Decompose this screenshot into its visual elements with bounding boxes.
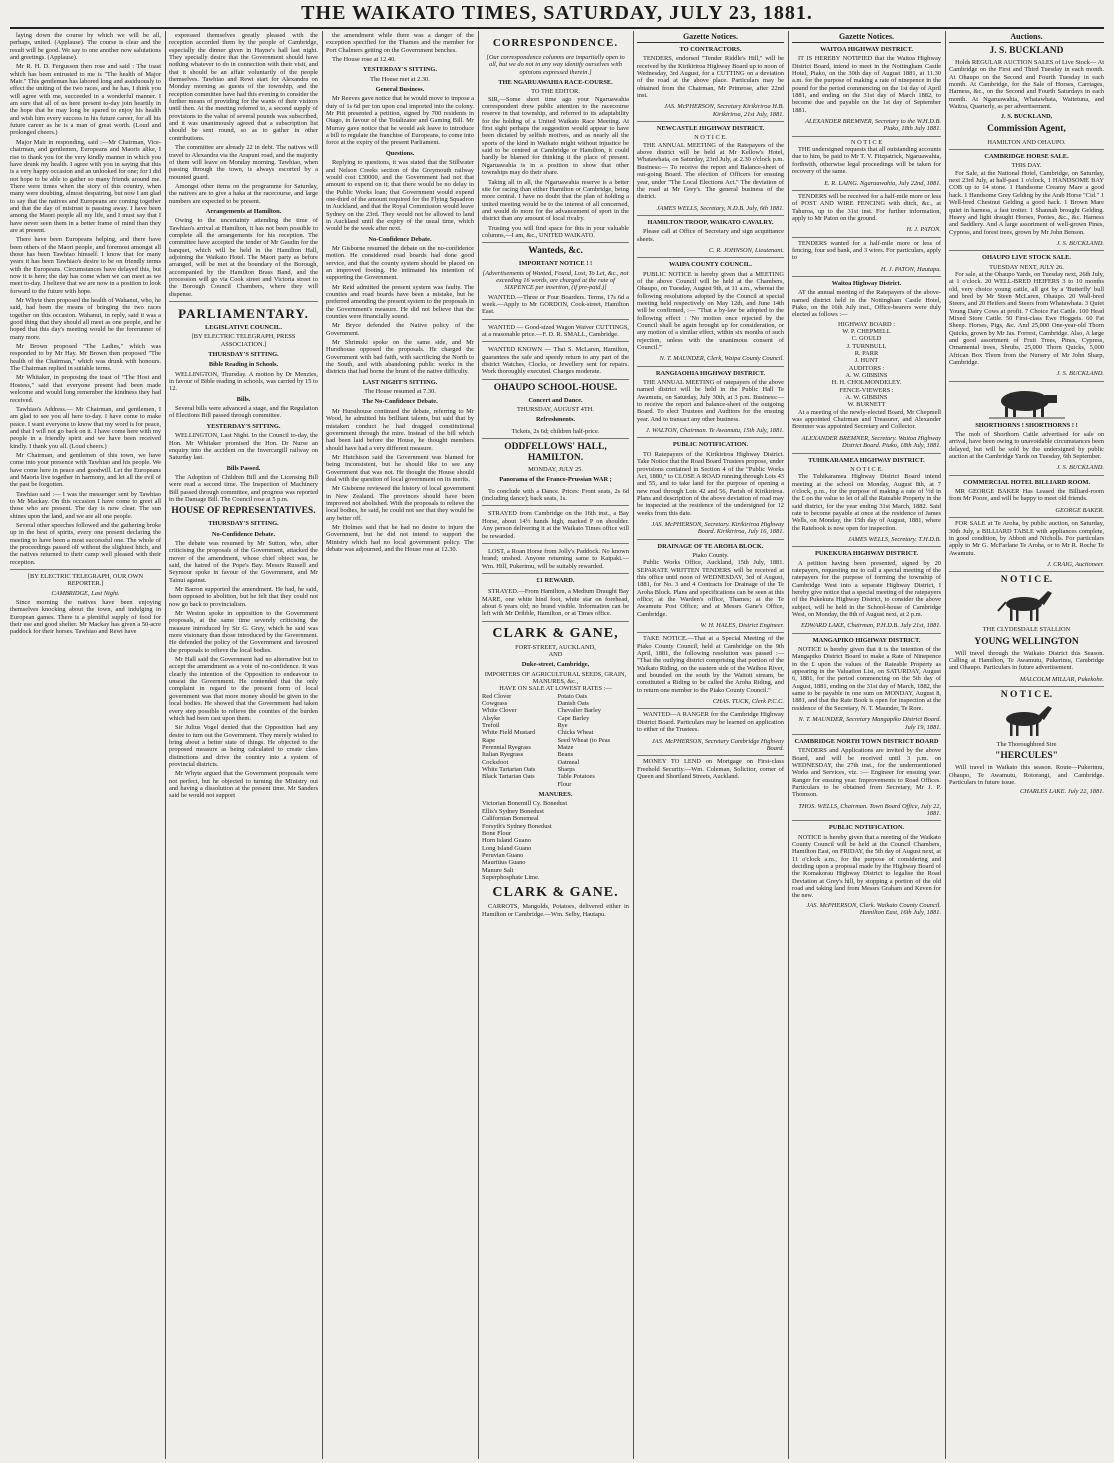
advert-heading: "HERCULES" xyxy=(995,751,1058,762)
article-paragraph: The committee are already 22 in debt. The natives will travel to Alexandra via the Arapuni road, and the majority of them will leave on Monday morning. Tawhiao, when passing through the town, is always escorted by a mounted guard. xyxy=(169,144,318,181)
article-paragraph: Replying to questions, it was stated that the Stillwater and Nelson Creeks section of the Greymouth railway would cost £30000, and the Government had not that amount to expend on it; that there would be no delay in the Public Works loan; that Government would expend one-third of the amount required for the Flying Squadron in Auckland, and that the Royal Commission would leave Sydney on the 23rd. They would not be allowed to land in Auckland until the expiry of the usual time, which would be the week after next. xyxy=(326,159,474,233)
advert-date: THURSDAY, AUGUST 4TH. xyxy=(517,406,594,414)
advert-subheading: Panorama of the Franco-Prussian WAR ; xyxy=(499,476,612,484)
clark-gane-heading: CLARK & GANE, xyxy=(492,625,619,641)
section-heading: Bills Passed. xyxy=(226,464,261,472)
column-1 xyxy=(10,32,161,1457)
notice-signature: W. H. HALES, District Engineer. xyxy=(637,620,784,633)
seed-list-right xyxy=(558,693,630,788)
notice-subheading: FENCE-VIEWERS : xyxy=(839,386,894,394)
article-paragraph: Several bills were advanced a stage, and the Regulation of Elections Bill passed through committee. xyxy=(169,405,318,420)
list-item: Long Island Guano xyxy=(482,844,532,852)
notice-heading: TO CONTRACTORS. xyxy=(679,46,742,53)
advert-text: Tickets, 2s 6d; children half-price. xyxy=(482,426,629,439)
list-item: Seed Wheat (to Peas xyxy=(557,736,611,744)
notice-heading: MANGAPIKO HIGHWAY DISTRICT. xyxy=(812,636,921,644)
notice-heading: Waitoa Highway District. xyxy=(831,279,902,287)
list-item: Victorian Bonemill Cy. Bonedust xyxy=(482,800,568,808)
notice-heading: DRAINAGE OF TE AROHA BLOCK. xyxy=(657,542,764,550)
advert-heading: OHAUPO LIVE STOCK SALE. xyxy=(981,254,1072,262)
advert-heading: COMMERCIAL HOTEL BILLIARD ROOM. xyxy=(962,478,1091,486)
seed-list-left xyxy=(482,693,554,788)
advert-text: The mob of Shorthorn Cattle advertised for sale on arrival, have been owing to unavoidable circumstances been delayed, but will be sold by the undersigned by public auction at the Cambridge Yards on Tuesday, 6th September. xyxy=(949,431,1104,461)
notice-signature: H. J. PATON. xyxy=(792,224,941,237)
advert-subheading: Concert and Dance. xyxy=(528,396,583,404)
notice-text: Public Works Office, Auckland, 15th July, 1881. SEPARATE WRITTEN TENDERS will be received at this office until noon of WEDNESDAY, 3rd of August, 1881, for No. 3 and 4 Contracts for Drainage of the Te Aroha Block. Plans and specifications can be seen at this office; at the Warden's office, Thames; at the Te Awamutu Post Office; and at Messrs Gane's Office, Cambridge. xyxy=(637,559,784,618)
article-paragraph: Mr Brown proposed "The Ladies," which was responded to by Mr Hay. Mr Brown then proposed "The health of the Chairman," which was drunk with honours. The Chairman replied in suitable terms. xyxy=(10,343,161,373)
notice-text: THE undersigned requests that all outstanding accounts due to him, be paid to Mr T. V. Fitzpatrick, Ngaruawahia, forthwith, otherwise legal proceedings will be taken for recovery of the same. xyxy=(792,146,941,176)
notice-signature: J. WALTON, Chairman. Te Awamutu, 15th July, 1881. xyxy=(637,425,784,438)
article-paragraph: Mr Gisborne reviewed the history of local government in New Zealand. The provinces should have been improved not abolished. With the proposals to relieve the local bodies, he said, he could not see that they would be any better off. xyxy=(326,485,474,522)
list-item: Californian Bonemeal xyxy=(482,815,539,823)
advert-signature: J. S. BUCKLAND. xyxy=(949,238,1104,251)
classified-ad: WANTED KNOWN — That S. McLaren, Hamilton, guarantees the safe and speedy return to any part of the district Watches, Clocks, or Jewellery sent for repairs. Work thoroughly executed. Charges moderate. xyxy=(482,344,629,379)
column-divider xyxy=(478,31,479,1459)
list-item: Mauritius Guano xyxy=(482,859,526,867)
advert-text: IMPORTERS OF AGRICULTURAL SEEDS, GRAIN, MANURES, &c., xyxy=(484,670,627,685)
article-paragraph: Mr R. H. D. Fergusson then rose and said : The toast which has been entrusted to me is "The health of Major Mair." This gentleman has labored long and assiduously to effect the uniting of the two races, and he has, I think you will agree with me, succeeded in a wonderful manner. I am sure that all of us here present to-day join heartily in the hope that he may long be spared to enjoy his health and wish him every success in his future career, for all his future career as he is a man of great worth. (Loud and prolonged cheers.) xyxy=(10,63,161,137)
advert-text: HAMILTON AND OHAUPO. xyxy=(949,137,1104,150)
advert-text: MR GEORGE BAKER Has Leased the Billiard-room from Mr Poore, and will be happy to meet old friends. xyxy=(949,488,1104,503)
bull-illustration-icon xyxy=(987,385,1067,419)
article-paragraph: Mr Hutchison said the Government was blamed for being inconsistent, but he should like to see any Government that was not. He thought the House should deal with the question of local government on its merits. xyxy=(326,453,474,483)
section-heading: Questions. xyxy=(385,149,415,157)
list-item: A. W. GIBBINS xyxy=(845,372,888,380)
list-item: White Field Mustard xyxy=(482,729,536,737)
notice-text: THE ANNUAL MEETING of the Ratepayers of the above district will be held at Mr Kellow's Hotel, Whatawhata, on Saturday, 23rd July, at 2.30 o'clock p.m. Business:— To receive the report and Balance-sheet of out-going Board. The election of Officers for ensuing year, under "The Local Elections Act." The deviation of the road at Mr Grey's. The general business of the district. xyxy=(637,141,784,201)
list-item: A. W. GIBBINS xyxy=(845,394,888,402)
advert-text: For sale, at the Ohaupo Yards, on Tuesday next, 26th July, at 1 o'clock. 20 WELL-BRED HEIFERS 3 to 10 months old, very choice young cattle, all got by a 'Butterfly' bull and bred by Mr Steen McLaren, Ohaupo. 20 Wall-bred Steers, and 20 Heifers and Steers from Whatawhata. 3 Quiet Young Dairy Cows at profit. 7 Choice Fat Cattle. 100 Head Mixed Store Cattle. 50 First-class Ewe Hoggets. 60 Fat Sheep. Horses, Pigs, &c. And 25,000 One-year-old Thorn Quicks, grown by Mr Jas. Forrest, Cambridge. Also, A large and good assortment of Fruit Trees, Pines, Cypress, Ornamental trees, Shrubs, 25,000 Thorn Quicks, 5,000 African Box Thorn from the Nursery of Mr John Sharp, Cambridge. xyxy=(949,270,1104,367)
article-paragraph: Mr Barron supported the amendment. He had, he said, been opposed to abolition, but he felt that they could not now go back to provincialism. xyxy=(169,586,318,608)
classified-ad: STRAYED from Cambridge on the 16th inst., a Bay Horse, about 14½ hands high, marked P on shoulder. Any person delivering it at the Waikato Times office will be rewarded. xyxy=(482,508,629,543)
advert-heading: SHORTHORNS ! SHORTHORNS ! ! xyxy=(975,421,1078,429)
article-paragraph: Mr Bryce defended the Native policy of the Government. xyxy=(326,322,474,337)
advert-signature: J. S. BUCKLAND. xyxy=(949,368,1104,381)
list-item: Italian Ryegrass xyxy=(482,751,524,759)
section-heading: The No-Confidence Debate. xyxy=(362,398,438,406)
notice-text: A petition having been presented, signed by 20 ratepayers, requesting me to call a special meeting of the ratepayers for the purpose of forming the township of Cambridge West into a separate Highway District, I hereby give notice that a special meeting of the ratepayers of the Pukekura Highway District, to consider the above subject, will be held in the School-house of Cambridge West, on Monday, the 8th of August next, at 2 p.m. xyxy=(792,559,941,619)
list-item: Sharps xyxy=(557,766,575,774)
list-item: Black Tartarian Oats xyxy=(482,773,535,781)
advert-text: FORT-STREET, AUCKLAND, xyxy=(515,643,596,651)
section-heading: No-Confidence Debate. xyxy=(211,530,276,538)
notice-signature: N. T. MAUNDER, Secretary Mangapiko District Board. July 19, 1881. xyxy=(792,714,941,735)
list-item: White Tartarian Oats xyxy=(482,766,536,774)
masthead-rule xyxy=(10,27,1104,29)
notice-text: TENDERS wanted for a half-mile more or less of fencing, four sod bank, and 3 wires. For particulars, apply to xyxy=(792,239,941,262)
notice-heading: RANGIAOHIA HIGHWAY DISTRICT. xyxy=(655,369,766,377)
advert-text: FOR SALE at Te Aroha, by public auction, on Saturday, 30th July, a BILLIARD TABLE with appliances complete, in good condition, by Abbott and Nicholls. For particulars apply to Mr G. McFarlane Te Aroha, or to Mr R. Roche Te Awamutu. xyxy=(949,520,1104,557)
list-item: Rye xyxy=(557,722,568,730)
advert-heading: CAMBRIDGE HORSE SALE. xyxy=(984,153,1069,161)
notice-text: MONEY TO LEND on Mortgage on First-class Freehold Security.—Wm. Coleman, Solicitor, corner of Queen and Shortland Streets, Auckland. xyxy=(637,758,784,780)
article-paragraph: Tawhiao said :— I was the messenger sent by Tawhiao to Mr Mackay. On this occasion I have come to greet all those who are present. The day is now clear. The sun shines upon the land, and we are all one people. xyxy=(10,490,161,520)
list-item: W. BURNETT xyxy=(847,401,886,409)
list-item: Forsyth's Sydney Bonedust xyxy=(482,822,552,830)
horse-illustration-icon xyxy=(992,589,1062,623)
notice-text: THE ANNUAL MEETING of ratepayers of the above named district will be held in the Public Hall Te Awamutu, on Saturday, July 30th, at 3 p.m. Business:—to receive the report and balance-sheet of the outgoing Board. To elect Trustees and Auditors for the ensuing year. And to transact any other business. xyxy=(637,379,784,423)
important-notice: IMPORTANT NOTICE ! ! xyxy=(518,260,593,268)
article-paragraph: Major Mair in responding, said :—Mr Chairman, Vice-chairman, and gentlemen, Europeans and Maoris alike, I rise to thank you for the very kindly manner in which you have drunk my health. I agree with you in saying that this is a very happy occasion and an unlooked for one; for I did not hope to be able to gather so many friends around me. There were times when the story of this country, when many were doubting, almost despairing, but now I am glad to say that the natives and Europeans are coming together and that the day of mistrust is passing away. I have been among the Maori people all my life, and I must say that I have never seen them in a better frame of mind than they are at present. xyxy=(10,138,161,234)
notice-signature: EDWARD LAKE, Chairman, P.H.D.B. July 21st, 1881. xyxy=(792,620,941,633)
column-header: Gazette Notices. xyxy=(637,32,784,43)
advert-text: Holds REGULAR AUCTION SALES of Live Stock— At Cambridge on the First and Third Tuesday in each month. At Ohaupo on the Second and Fourth Tuesday in each month. At Cambridge, for the Sale of Horses, Carriages, Harness, &c., on the Second and Fourth Saturdays in each month. At Ngaruawahia, Whatawhata, Waitetuna, and Waitoa, Quarterly, as per advertisement. xyxy=(949,59,1104,111)
column-5 xyxy=(637,32,784,1457)
notice-text: TENDERS, endorsed "Tender Riddle's Hill," will be received by the Kirikiriroa Highway Board up to noon of Wednesday, 3rd August, for a CUTTING on a deviation of the road at the above place. Particulars may be obtained from the Chairman, Mr Primrose, after 22nd inst. xyxy=(637,55,784,100)
notice-signature: JAMES WELLS, Secretary. T.H.D.B. xyxy=(792,534,941,547)
article-paragraph: expressed themselves greatly pleased with the reception accorded them by the people of Cambridge, especially the dinner given in Hayne's hall last night. They specially desire that the Government should have nothing whatever to do in connection with their visit, and that it should be an affair voluntarily of the people themselves. Tawhiao and Rewi start for Alexandra on Monday morning as guests of the township, and the reception committee have had this evening to consider the further means of providing for the wants of their visitors until then. At the meeting referred to, a second supply of provisions to the value of several pounds was subscribed, and it was unanimously agreed that a subscription list should be sent round, so as to gather in other contributions. xyxy=(169,32,318,142)
section-heading: THURSDAY'S SITTING. xyxy=(208,520,279,528)
section-heading: THE NGARUAWAHIA RACE-COURSE. xyxy=(498,79,613,87)
notice-signature: N. T. MAUNDER, Clerk, Waipa County Council. xyxy=(637,353,784,366)
advert-signature: GEORGE BAKER. xyxy=(949,505,1104,518)
letter-paragraph: Trusting you will find space for this in your valuable columns,—I am, &c., UNITED WAIKATO. xyxy=(482,224,629,239)
section-heading: Arrangements at Hamilton. xyxy=(205,207,282,215)
notice-text: NOTICE is hereby given that it is the intention of the Mangapiko District Board to make a Rate of Ninepence in the £ upon the values of the Rateable Property as appearing in the Valuation List, on SATURDAY, August 6, 1881, for the period commencing on the 5th day of August, 1881, ending on the 31st day of March, 1882, the same to be payable in one sum on MONDAY, August 8, 1881, and that the Rate Book is open for inspection at the residence of the Secretary, N. T. Maunder, Te Rore. xyxy=(792,646,941,712)
list-item: Chicks Wheat xyxy=(557,729,594,737)
notice-text: TENDERS will be received for a half-mile more or less of POST AND WIRE FENCING with ditch, &c., at Tahuroa, up to the 31st inst. For further information, apply to Mr Paton on the ground. xyxy=(792,192,941,222)
notice-heading: PUBLIC NOTIFICATION. xyxy=(672,441,749,449)
article-paragraph: Tawhiao's Address.— Mr Chairman, and gentlemen, I am glad to see you all here to-day. I have come to make peace. I want everyone to know that my word is for peace, and that I will not go back on it. I have come here with my people in a friendly spirit and we have been received kindly. I thank you all. (Loud cheers.) xyxy=(10,405,161,450)
column-divider xyxy=(633,31,634,1459)
list-item: W. P. CHEPMELL xyxy=(842,328,891,335)
horse-illustration-icon xyxy=(992,704,1062,738)
notice-heading: WAIPA COUNTY COUNCIL. xyxy=(669,261,752,269)
article-paragraph: Mr Shrimski spoke on the same side, and Mr Hursthouse opposed the proposals. He charged the Government with bad faith, with sacrificing the North to the South, and with abandoning public works in the districts that had borne the brunt of the native difficulty. xyxy=(326,339,474,376)
classified-ad: WANTED — Good-sized Wagon Waiver CUTTINGS, at a reasonable price.—F. D. R. SMALL, Cambridge. xyxy=(482,322,629,343)
article-paragraph: laying down the course by which we will be all, perhaps, united. (Applause). The course is clear and the result will be good. We say to one another now salutations and greetings. (Applause). xyxy=(10,32,161,62)
section-heading: No-Confidence Debate. xyxy=(368,235,432,243)
note: The House met at 2.30. xyxy=(370,75,430,83)
column-3 xyxy=(326,32,474,1457)
notice-signature: JAS. McPHERSON, Secretary Cambridge Highway Board. xyxy=(637,736,784,757)
list-item: Peruvian Guano xyxy=(482,851,524,859)
notice-signature: ALEXANDER BREMNER, Secretary. Waitoa Highway District Board. Piako, 18th July, 1881. xyxy=(792,433,941,454)
section-heading: Wanteds, &c. xyxy=(528,246,583,257)
classified-ad: LOST, a Roan Horse from Jolly's Paddock. No known brand; unshod. Anyone returning same to Kaipaki.—Wm. Hill, Pukerimu, will be suitably rewarded. xyxy=(482,546,629,574)
notice-text: IT IS HEREBY NOTIFIED that the Waitoa Highway District Board, intend to meet in the Nottingham Castle Hotel, Piako, on the 30th day of August 1881, at 11.30 a.m. for the purpose of making a rate of ninepence in the pound for the period commencing on the 1st day of April 1881, and ending on the 31st day of March 1882, to become due and payable on the 1st day of September 1881. xyxy=(792,55,941,114)
list-item: Beans xyxy=(557,751,574,759)
advert-rates-note: [Advertisements of Wanted, Found, Lost, To Let, &c., not exceeding 16 words, are charged at the rate of SIXPENCE per insertion, (if pre-paid.)] xyxy=(482,269,629,292)
notice-heading: N O T I C E. xyxy=(694,134,727,142)
notice-text: TENDERS and Applications are invited by the above Board, and will be received until 3 p.m. on WEDNESDAY, the 27th inst., for the undermentioned Works and Services, viz. :— Engineer for ensuing year. Ranger for ensuing year. Improvements to Road Offices. Particulars to be obtained from Secretary, Mr J. P. Thomson. xyxy=(792,747,941,799)
list-item: Perennial Ryegrass xyxy=(482,744,531,752)
article-paragraph: Mr Hall said the Government had no alternative but to accept the amendment as a vote of no-confidence. It was clearly the intention of the Opposition to endeavour to unseat the Government. He contended that the only complaint in regard to the present form of local government was that more money should be given to the local bodies. He showed that the Government had taken every step possible to relieve the counties of the burden which had been cast upon them. xyxy=(169,656,318,722)
separator xyxy=(482,242,629,243)
notice-heading: PUKEKURA HIGHWAY DISTRICT. xyxy=(815,550,918,558)
list-item: Cape Barley xyxy=(557,714,590,722)
advert-text: AND xyxy=(548,650,563,658)
article-paragraph: Owing to the uncertainty attending the time of Tawhiao's arrival at Hamilton, it has not been possible to complete all the arrangements for his reception. The committee have accepted the tender of Mr Gaudin for the banquet, which will be held in the Hamilton Hall, adjoining the Waikato Hotel. The Maori party as before arranged, will be met at the boundary of the Borough, accompanied by the Hamilton Brass Band, and the procession will go via Cook street and Victoria street to the Borough Council Chambers, where they will dispense. xyxy=(169,217,318,298)
list-item: Red Clover xyxy=(482,692,512,700)
article-paragraph: Amongst other items on the programme for Saturday, the natives are to give a haka at the racecourse, and large numbers are expected to be present. xyxy=(169,182,318,205)
masthead: THE WAIKATO TIMES, SATURDAY, JULY 23, 1881. xyxy=(301,2,813,24)
notice-signature: JAS. McPHERSON, Secretary Kirikiriroa H.B. Kirikiriroa, 21st July, 1881. xyxy=(637,101,784,122)
notice-heading: HAMILTON TROOP, WAIKATO CAVALRY. xyxy=(647,218,774,226)
advert-text: HAVE ON SALE AT LOWEST RATES :— xyxy=(499,685,612,693)
list-item: Manure Salt xyxy=(482,866,514,874)
notice-signature: E. R. LAING. Ngaruawahia, July 22nd, 1881. xyxy=(792,178,941,191)
list-item: Cowgrass xyxy=(482,700,508,707)
classified-ad: WANTED.—Three or Four Boarders. Terms, 17s 6d a week.—Apply to Mr GORDON, Cook-street, Hamilton East. xyxy=(482,292,629,320)
notice-text: WANTED—A RANGER for the Cambridge Highway District Board. Particulars may be learned on application to either of the Trustees. xyxy=(637,711,784,734)
notice-subheading: HIGHWAY BOARD : xyxy=(837,320,896,328)
article-paragraph: Sir Julius Vogel denied that the Opposition had any desire to turn out the Government. They merely wished to bring about a better state of things. He objected to the proposed measure as being calculated to create class distinctions and drive the country into a system of provincial districts. xyxy=(169,724,318,768)
article-paragraph: Mr Whitaker, in proposing the toast of "The Host and Hostess," said that everyone present had been made welcome and would long remember the kindness they had received. xyxy=(10,374,161,404)
list-item: H. H. CHOLMONDELEY. xyxy=(831,379,902,387)
article-paragraph: Mr Holmes said that he had no desire to injure the Government, but he did not intend to support the Ministry which had no local government policy. The debate was adjourned, and the House rose at 12.30. xyxy=(326,523,474,553)
article-paragraph: There have been Europeans helping, and there have been others of the Maori people, and foremost amongst all those has been Tawhiao himself. I know that for many years it has been Tawhiao's desire to be on friendly terms with the Europeans. Circumstances have delayed this, but now it is here; the day has come when we can meet as we meet to-day. I believe that we are now in a position to look forward to the future with hope. xyxy=(10,236,161,295)
editorial-note: [Our correspondence columns are impartially open to all, but we do not in any way identify ourselves with opinions expressed therein.] xyxy=(486,54,625,76)
advert-subheading: Commission Agent, xyxy=(987,123,1066,134)
notice-heading: NEWCASTLE HIGHWAY DISTRICT. xyxy=(656,125,765,133)
column-7 xyxy=(949,32,1104,1457)
parliamentary-heading: PARLIAMENTARY. xyxy=(178,306,309,322)
column-divider xyxy=(945,31,946,1459)
advert-subheading: £1 REWARD. xyxy=(536,576,575,584)
classified-ad: STRAYED.—From Hamilton, a Medium Draught Bay MARE, one white hind foot, white star on forehead, about 6 years old; no brand visible. Information can be left with Mr Dribble, Hamilton, or at Times office. xyxy=(482,586,629,621)
list-item: Table Potatoes xyxy=(557,773,595,781)
section-heading: LEGISLATIVE COUNCIL. xyxy=(205,324,282,332)
article-paragraph: Mr Reeves gave notice that he would move to impose a duty of 1s 6d per ton upon coal imported into the colony. Mr Pitt presented a petition, signed by 700 residents in Otago, in favour of the Totalizator and Gaming Bill. Mr Murray gave notice that he would ask leave to introduce a bill to regulate the franchise of Europeans, to come into force at the expiry of the present Parliament. xyxy=(326,95,474,147)
article-paragraph: the amendment while there was a danger of the exception specified for the Thames and the member for Port Chalmers getting on the Government benches. xyxy=(326,32,474,54)
advert-date: TUESDAY NEXT, JULY 26. xyxy=(989,263,1064,271)
article-paragraph: Mr Hursthouse continued the debate, referring to Mr Wood, he admitted his brilliant talents, but said that by mistaken conduct he had dragged constitutional government through the mire. Instead of the bill which had been laid before the House, he thought members should have had a very different measure. xyxy=(326,407,474,452)
advert-signature: CHARLES LAKE. July 22, 1881. xyxy=(1020,788,1104,796)
advert-subheading: The Thoroughbred Sire xyxy=(996,740,1057,748)
list-item: Potato Oats xyxy=(557,692,588,700)
article-paragraph: Mr Reid admitted the present system was faulty. The counties and road boards have been a mistake, but he preferred amending the present system to the proposals in the Government's measure. He did not believe that the counties were financially sound. xyxy=(326,283,474,321)
section-heading: HOUSE OF REPRESENTATIVES. xyxy=(171,506,316,517)
article-paragraph: Mr Whyte then proposed the health of Wahanui, who, he said, had been the means of bringing the two races together on this occasion. Wahanui, in reply, said it was a good thing that they should all meet as one people, and he hoped that this day's meeting would be the forerunner of many more. xyxy=(10,297,161,341)
advert-text: For Sale, at the National Hotel, Cambridge, on Saturday, next 23rd July, at half-past 1 o'clock, 1 HANDSOME BAY COB up to 14 stone. 1 Handsome Creamy Mare a good hack. 1 Handsome Grey Gelding by the Arab Horse "Cid." 1 Well-bred Chestnut Gelding a good hack. 1 Brown Mare quiet in harness, a fast trotter. 1 Shannah brought Gelding. Heavy and light draught Horses, Ponies, &c., &c. Harness and Saddlery. And A large assortment of well-grown Pines, Cypress, and forest trees, grown by Mr John Benson. xyxy=(949,169,1104,236)
section-heading: General Business. xyxy=(375,86,425,94)
article-paragraph: Mr Weston spoke in opposition to the Government proposals, at the same time severely criticising the measure introduced by Sir G. Grey, which he said was more visionary than those introduced by the Government. He defended the policy of the Government and favoured the proposals to relieve the local bodies. xyxy=(169,610,318,654)
list-item: Cocksfoot xyxy=(482,758,509,766)
notice-text: The Tuhikaramea Highway District Board intend meeting at the school on Monday, August 8th, at 7 o'clock, p.m., for the purpose of making a rate of ½d in the £ on the value to let of all the Rateable Property in the said district, for the year ending 31st March, 1882. Said rate to become payable at once at the residence of James Wells, on Monday, the 15th day of August, 1881, where the Ratebook is now open for inspection. xyxy=(792,473,941,532)
notice-signature: JAS. McPHERSON, Clerk. Waikato County Council. Hamilton East, 16th July, 1881. xyxy=(806,901,941,917)
list-item: Rape xyxy=(482,736,496,744)
notice-text: TO Ratepayers of the Kirikiriroa Highway District. Take Notice that the Road Board Trustees propose, under provisions contained in Section 4 of the "Public Works Act, 1880," to CLOSE A ROAD running through Lots 43 and 55, and to take land for the purpose of opening a new road through Lots 42 and 56, Parish of Kirikiriroa. Plans and description of the above deviation of road may be inspected at the residence of the undersigned for 12 weeks from this date. xyxy=(637,450,784,517)
salutation: TO THE EDITOR. xyxy=(531,88,580,96)
list-item: Ellis's Sydney Bonedust xyxy=(482,807,544,815)
notice-signature: JAMES WELLS, Secretary, N.D.B. July, 6th 1881. xyxy=(637,203,784,216)
section-heading: YESTERDAY'S SITTING. xyxy=(363,66,437,74)
notice-text: PUBLIC NOTICE is hereby given that a MEETING of the above Council will be held at the Chambers, Ohaupo, on Tuesday, August 9th, at 11 a.m., whereat the following resolutions adopted by the Council at special meeting held respectively on May 12th, and June 14th will be confirmed, :— "That a by-law be adopted to the following effect : 'No motion once rejected by the Council shall be again brought up for consideration, or any motion of a similar effect, within six months of such rejection, unless with the unanimous consent of Council.'" xyxy=(637,270,784,352)
column-4 xyxy=(482,32,629,1457)
correspondence-heading: CORRESPONDENCE. xyxy=(492,37,619,49)
notice-heading: PUBLIC NOTIFICATION. xyxy=(828,824,905,832)
article-paragraph: Mr Whyte argued that the Government proposals were not perfect, but he objected to turning the Ministry out and having a dissolution at the present time. Mr Sanders said he would not support xyxy=(169,770,318,800)
advert-heading: J. S. BUCKLAND xyxy=(989,46,1064,56)
list-item: C. GOULD xyxy=(851,335,882,343)
list-item: Danish Oats xyxy=(557,700,589,707)
advert-signature: J. S. BUCKLAND. xyxy=(949,462,1104,475)
list-item: Flour xyxy=(557,780,572,788)
notice-subheading: Piako County. xyxy=(692,551,729,559)
list-item: White Clover xyxy=(482,707,517,715)
telegraph-heading: [BY ELECTRIC TELEGRAPH, PRESS ASSOCIATION.] xyxy=(191,333,296,348)
notice-signature: C. R. JOHNSON, Lieutenant. xyxy=(637,245,784,258)
list-item: Bone Flour xyxy=(482,829,511,837)
list-item: Alsyke xyxy=(482,714,501,722)
note: The House resumed at 7.30. xyxy=(364,388,436,396)
advert-date: MONDAY, JULY 25. xyxy=(528,466,583,474)
notice-text: AT the annual meeting of the Ratepayers of the above-named district held in the Nottingham Castle Hotel, Piako, on the 16th July inst., Office-bearers were duly elected as follows :— xyxy=(792,289,941,319)
advert-subheading: Duke-street, Cambridge, xyxy=(521,661,590,669)
notice-text: NOTICE is hereby given that a meeting of the Waikato County Council will be held at the Council Chambers, Hamilton East, on FRIDAY, the 5th day of August next, at 11 o'clock a.m., for the purpose of considering and deciding upon a proposal made by the Highway Board of the Komakorau Highway District to legalise the Road Deviation at Grey's hill, by stopping a portion of the old road and taking land from Messrs Graham and Keven for the new. xyxy=(792,833,941,900)
list-item: Horn Island Guano xyxy=(482,837,531,845)
notice-heading: N O T I C E. xyxy=(850,465,883,473)
list-item: J. HUNT xyxy=(854,357,879,365)
clark-gane-footer: CLARK & GANE. xyxy=(492,885,619,901)
article-paragraph: Several other speeches followed and the gathering broke up in the best of spirits, every one present declaring the meeting to have been a most successful one. The whole of the proceedings passed off without the slightest hitch, and the natives returned to their camp well pleased with their reception. xyxy=(10,522,161,566)
notice-subheading: AUDITORS : xyxy=(848,364,885,372)
article-paragraph: Since morning the natives have been enjoying themselves knocking about the town, and indulging in European games. There is a plentiful supply of food for their use and good shelter. Mr Mackay has given a 50-acre paddock for their horses. Tawhiao and Rewi have xyxy=(10,599,161,636)
section-heading: THURSDAY'S SITTING. xyxy=(208,351,279,359)
notice-signature: JAS. McPHERSON, Secretary. Kirikiriroa Highway Board. Kirikiriroa, July 16, 1881. xyxy=(637,519,784,540)
advert-signature: MALCOLM MILLAR, Pukekohe. xyxy=(949,674,1104,687)
separator xyxy=(10,569,161,570)
dateline: CAMBRIDGE, Last Night. xyxy=(51,589,120,597)
article-paragraph: Mr Gisborne resumed the debate on the no-confidence motion. He considered road boards had done good service, and that the county system should be placed on an improved footing. He intimated his intention of supporting the Government. xyxy=(326,244,474,282)
section-heading: Bills. xyxy=(236,395,251,403)
list-item: Chevalier Barley xyxy=(557,707,601,715)
letter-paragraph: Taking all in all, the Ngaruawahia reserve is a better site for racing than either Hamilton or Cambridge, being more central. I have no doubt that the plan of holding a united meeting would be to the interest of all concerned, and would do more for the advancement of sport in the district than any amount of local rivalry. xyxy=(482,178,629,223)
column-6 xyxy=(792,32,941,1457)
letter-paragraph: SIR,—Some short time ago your Ngaruawahia correspondent drew public attention to the racecourse reserve in that township, and referred to its adaptability for the holding of a United Waikato Race Meeting. At first sight perhaps the suggestion would appear to have been dictated by selfish motives, and as nearly all the sports of the kind in Waikato might without injustice be said to be centred at Cambridge or Hamilton, it could hardly be blamed for thinking it the place of present. Ngaruawahia is in a position to show that other townships may do their share. xyxy=(482,95,629,177)
advert-heading: YOUNG WELLINGTON xyxy=(974,636,1079,647)
notice-heading: WAITOA HIGHWAY DISTRICT. xyxy=(820,46,913,53)
advert-heading: ODDFELLOWS' HALL, HAMILTON. xyxy=(504,442,607,464)
advert-heading: N O T I C E. xyxy=(1000,689,1053,700)
advert-signature: J. CRAIG, Auctioneer. xyxy=(949,559,1104,572)
notice-heading: N O T I C E xyxy=(850,138,883,146)
list-item: Maize xyxy=(557,744,574,752)
section-heading: LAST NIGHT'S SITTING. xyxy=(362,378,438,386)
list-item: Superphosphate Lime. xyxy=(482,873,540,881)
article-paragraph: WELLINGTON, Thursday. A motion by Dr Menzies, in favour of Bible reading in schools, was carried by 15 to 12. xyxy=(169,370,318,393)
telegraph-heading: [BY ELECTRIC TELEGRAPH, OUR OWN REPORTER.] xyxy=(27,573,144,588)
notice-heading: CAMBRIDGE NORTH TOWN DISTRICT BOARD xyxy=(794,737,939,745)
advert-subheading: Refreshments. xyxy=(535,416,576,424)
article-paragraph: WELLINGTON, Last Night. In the Council to-day, the Hon. Mr Whitaker promised the Hon. Dr Nurse an enquiry into the accident on the Invercargill railway on Saturday last. xyxy=(169,432,318,462)
notice-signature: ALEXANDER BREMNER, Secretary to the W.H.D.B. Piako, 18th July 1881. xyxy=(792,116,941,137)
column-divider xyxy=(165,31,166,1459)
column-header: Gazette Notices. xyxy=(792,32,941,43)
list-item: Trefoil xyxy=(482,722,500,730)
list-item: R. PARR xyxy=(854,350,879,358)
advert-subheading: MANURES. xyxy=(538,791,573,799)
section-heading: Bible Reading in Schools. xyxy=(208,361,279,369)
article-paragraph: The debate was resumed by Mr Sutton, who, after criticising the proposals of the Government, attacked the mover of the amendment, whose chief object was, he said, the hatred of the Pope's Bay. Messrs Russell and Seymour spoke in favour of the Government, and Mr Tainui against. xyxy=(169,539,318,584)
advert-subheading: THE CLYDESDALE STALLION xyxy=(982,626,1071,634)
notice-signature: THOS. WELLS, Chairman. Town Board Office, July 22, 1881. xyxy=(792,801,941,822)
notice-text: At a meeting of the newly-elected Board, Mr Chepmell was appointed Chairman and Treasurer, and Alexander Bremner was appointed Secretary and Collector. xyxy=(792,408,941,431)
column-2 xyxy=(169,32,318,1457)
list-item: J. TURNBULL xyxy=(846,342,887,350)
section-heading: YESTERDAY'S SITTING. xyxy=(206,422,281,430)
article-paragraph: Mr Chairman, and gentlemen of this town, we have come into your presence with Tawhiao and his people. We have come here in peace and goodwill. Let the Europeans and Maoris live together in harmony, and let all the evil of the past be forgotten. xyxy=(10,451,161,489)
advert-heading: N O T I C E. xyxy=(1000,575,1053,586)
list-item: Oatmeal xyxy=(557,758,580,766)
column-header: Auctions. xyxy=(949,32,1104,43)
advert-text: Will travel in Waikato this season. Route—Pukerimu, Ohaupo, Te Awamutu, Rotorangi, and Cambridge. Particulars in future issue. xyxy=(949,764,1104,786)
advert-heading: OHAUPO SCHOOL-HOUSE. xyxy=(493,382,618,393)
notice-text: Please call at Office of Secretary and sign acquittance sheets. xyxy=(637,228,784,243)
advert-date: THIS DAY. xyxy=(1011,162,1042,170)
classified-ad: CARROTS, Mangolds, Potatoes, delivered either in Hamilton or Cambridge.—Wm. Selby, Hautapu. xyxy=(482,903,629,918)
article-paragraph: The Adoption of Children Bill and the Licensing Bill were read a second time. The Inspection of Machinery Bill passed through committee, and progress was reported in the Damage Bill. The Council rose at 5 p.m. xyxy=(169,473,318,503)
article-paragraph: The House rose at 12.40. xyxy=(332,56,396,64)
notice-text: TAKE NOTICE.—That at a Special Meeting of the Piako County Council, held at Cambridge on the 9th April, 1881, the following resolution was passed :— "That the outlying district comprising that portion of the Waikato Riding, on the eastern side of the Waihou River, and bounded on the south by the Waitoti stream, be constituted a Riding to be called the Aroha Riding, and to return one member to the Piako County Council." xyxy=(637,635,784,694)
column-divider xyxy=(322,31,323,1459)
notice-signature: H. J. PATON, Hautapu. xyxy=(792,264,941,277)
advert-heading: J. S. BUCKLAND, xyxy=(1000,113,1053,121)
seed-list xyxy=(482,693,629,788)
column-divider xyxy=(788,31,789,1459)
notice-signature: CHAS. TUCK, Clerk P.C.C. xyxy=(637,696,784,709)
advert-text: To conclude with a Dance. Prices: Front seats, 2s 6d (including dance); back seats, 1s. xyxy=(482,486,629,507)
notice-heading: TUHIKARAMEA HIGHWAY DISTRICT. xyxy=(808,456,925,464)
separator xyxy=(169,301,318,302)
advert-text: Will travel through the Waikato District this Season. Calling at Hamilton, Te Awamutu, Pukerimu, Cambridge and Ohaupo. Particulars in future advertisement. xyxy=(949,649,1104,672)
